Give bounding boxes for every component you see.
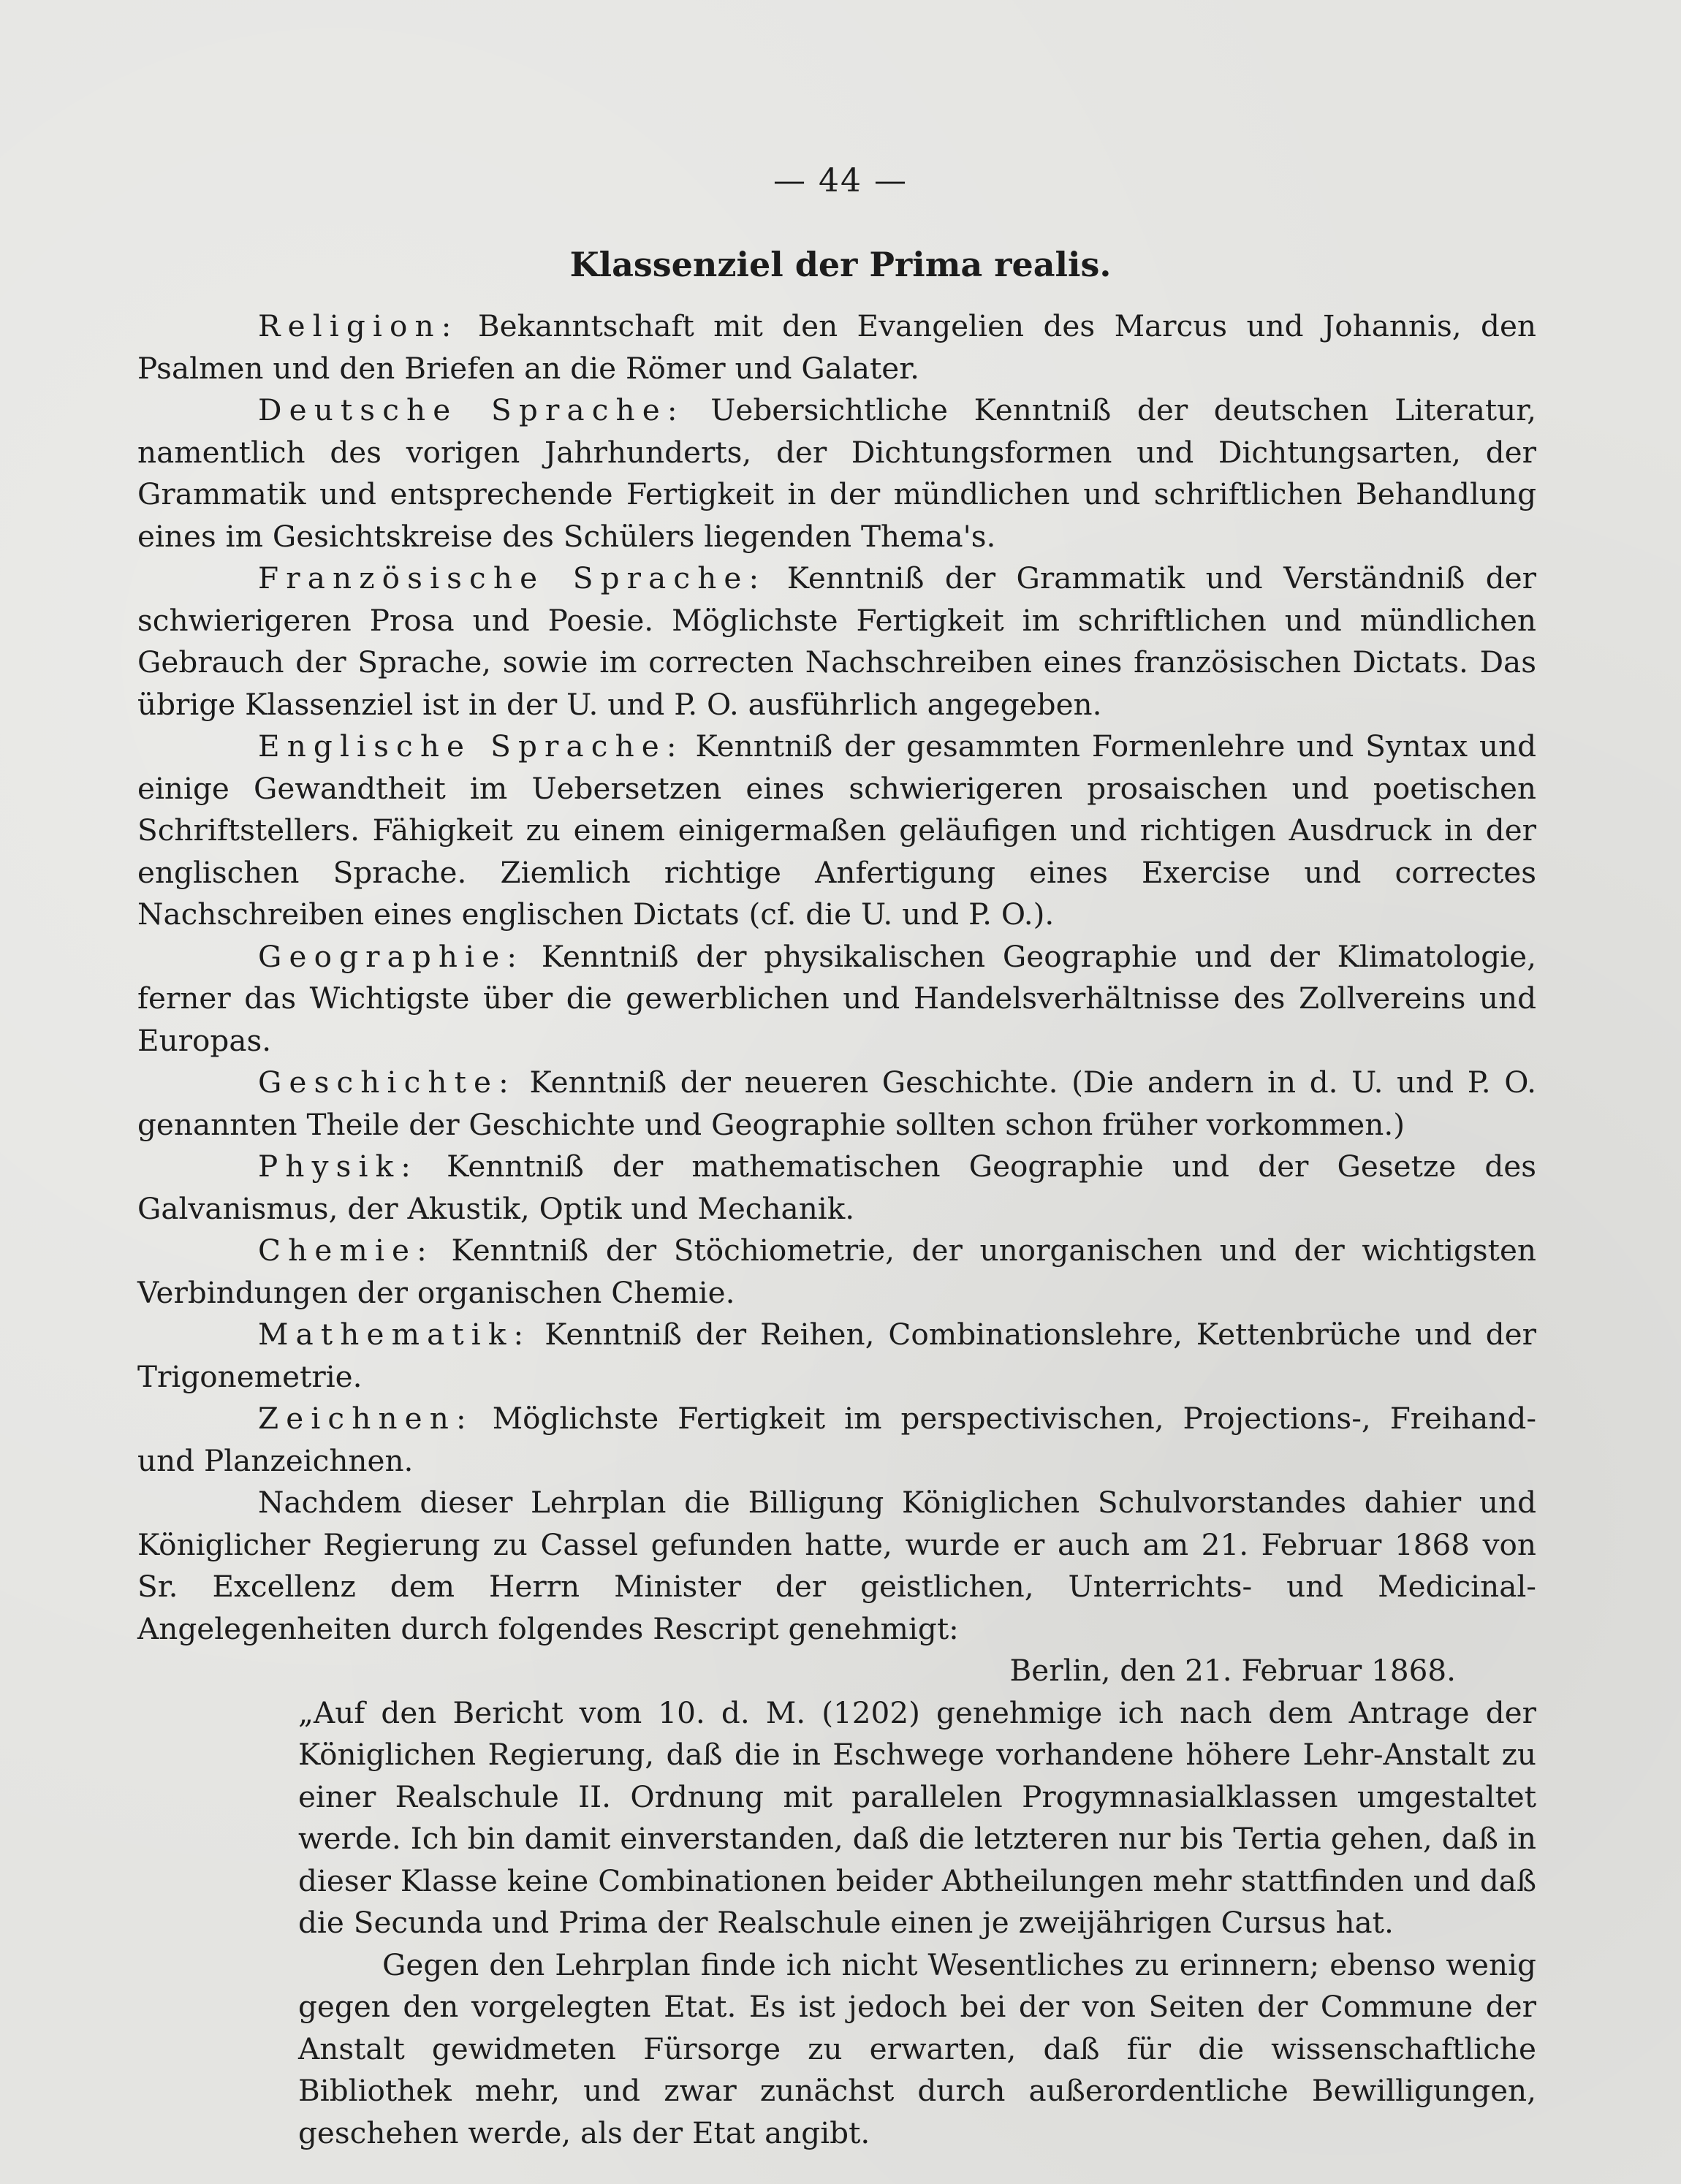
subject-text: Kenntniß der Grammatik und Verständniß der schwierigeren Prosa und Poesie. Möglichste Fertigkeit im schriftlichen und mündlichen Gebrauch der Sprache, sowie im correcten Nachschreiben eines französischen Dictats. Das übrige Klassenziel ist in der U. und P. O. ausführlich angegeben. — [137, 560, 1536, 722]
subject-physik — [137, 1146, 1536, 1230]
subject-label: Geographie: — [258, 938, 525, 974]
subject-geographie — [137, 936, 1536, 1062]
subject-label: Französische Sprache: — [258, 560, 767, 596]
subject-text: Kenntniß der neueren Geschichte. (Die andern in d. U. und P. O. genannten Theile der Geschichte und Geographie sollten schon früher vorkommen.) — [137, 1065, 1536, 1142]
subject-text: Kenntniß der gesammten Formenlehre und Syntax und einige Gewandtheit im Uebersetzen eines schwierigeren prosaischen und poetischen Schriftstellers. Fähigkeit zu einem einigermaßen geläufigen und richtigen Ausdruck in der englischen Sprache. Ziemlich richtige Anfertigung eines Exercise und correctes Nachschreiben eines englischen Dictats (cf. die U. und P. O.). — [137, 728, 1536, 932]
rescript-quote — [298, 1692, 1536, 2155]
subject-franzoesisch — [137, 558, 1536, 726]
rescript-paragraph: „Auf den Bericht vom 10. d. M. (1202) genehmige ich nach dem Antrage der Königlichen Regierung, daß die in Eschwege vorhandene höhere Lehr-Anstalt zu einer Realschule II. Ordnung mit parallelen Progymnasialklassen umgestaltet werde. Ich bin damit einverstanden, daß die letzteren nur bis Tertia gehen, daß in dieser Klasse keine Combinationen beider Abtheilungen mehr stattfinden und daß die Secunda und Prima der Realschule einen je zweijährigen Cursus hat. — [298, 1694, 1536, 1940]
subject-religion — [137, 305, 1536, 389]
subject-text: Kenntniß der Stöchiometrie, der unorganischen und der wichtigsten Verbindungen der organischen Chemie. — [137, 1233, 1537, 1310]
subject-label: Chemie: — [258, 1233, 434, 1268]
subject-label: Deutsche Sprache: — [258, 392, 685, 427]
subject-label: Physik: — [258, 1149, 419, 1184]
subject-deutsch — [137, 389, 1536, 558]
approval-paragraph: Nachdem dieser Lehrplan die Billigung Königlichen Schulvorstandes dahier und Königlicher Regierung zu Cassel gefunden hatte, wurde er auch am 21. Februar 1868 von Sr. Excellenz dem Herrn Minister der geistlichen, Unterrichts- und Medicinal-Angelegenheiten durch folgendes Rescript genehmigt: — [137, 1485, 1536, 1646]
subject-chemie — [137, 1230, 1536, 1314]
subject-text: Kenntniß der physikalischen Geographie und der Klimatologie, ferner das Wichtigste über die gewerblichen und Handelsverhältnisse des Zollvereins und Europas. — [137, 938, 1536, 1058]
subject-label: Zeichnen: — [258, 1401, 474, 1436]
subject-label: Geschichte: — [258, 1065, 516, 1100]
subject-text: Uebersichtliche Kenntniß der deutschen Literatur, namentlich des vorigen Jahrhunderts, der Dichtungsformen und Dichtungsarten, der Grammatik und entsprechende Fertigkeit in der mündlichen und schriftlichen Behandlung eines im Gesichtskreise des Schülers liegenden Thema's. — [137, 392, 1537, 554]
subject-text: Kenntniß der mathematischen Geographie und der Gesetze des Galvanismus, der Akustik, Optik und Mechanik. — [137, 1149, 1536, 1226]
subject-zeichnen — [137, 1398, 1536, 1482]
body-text — [137, 305, 1536, 2154]
page-title: Klassenziel der Prima realis. — [569, 245, 1112, 284]
subject-text: Möglichste Fertigkeit im perspectivischen, Projections-, Freihand- und Planzeichnen. — [137, 1401, 1537, 1478]
subject-text: Kenntniß der Reihen, Combinationslehre, Kettenbrüche und der Trigonemetrie. — [137, 1317, 1537, 1394]
page-number: — 44 — — [773, 162, 908, 199]
subject-geschichte — [137, 1062, 1536, 1146]
rescript-paragraph: Gegen den Lehrplan finde ich nicht Wesentliches zu erinnern; ebenso wenig gegen den vorgelegten Etat. Es ist jedoch bei der von Seiten der Commune der Anstalt gewidmeten Fürsorge zu erwarten, daß für die wissenschaftliche Bibliothek mehr, und zwar zunächst durch außerordentliche Bewilligungen, geschehen werde, als der Etat angibt. — [298, 1947, 1536, 2150]
subject-label: Religion: — [258, 308, 459, 343]
subject-mathematik — [137, 1314, 1536, 1398]
dateline: Berlin, den 21. Februar 1868. — [1009, 1653, 1456, 1688]
subject-label: Englische Sprache: — [258, 728, 684, 764]
subject-text: Bekanntschaft mit den Evangelien des Marcus und Johannis, den Psalmen und den Briefen an die Römer und Galater. — [137, 308, 1537, 386]
subject-englisch — [137, 726, 1536, 936]
subject-label: Mathematik: — [258, 1317, 531, 1352]
